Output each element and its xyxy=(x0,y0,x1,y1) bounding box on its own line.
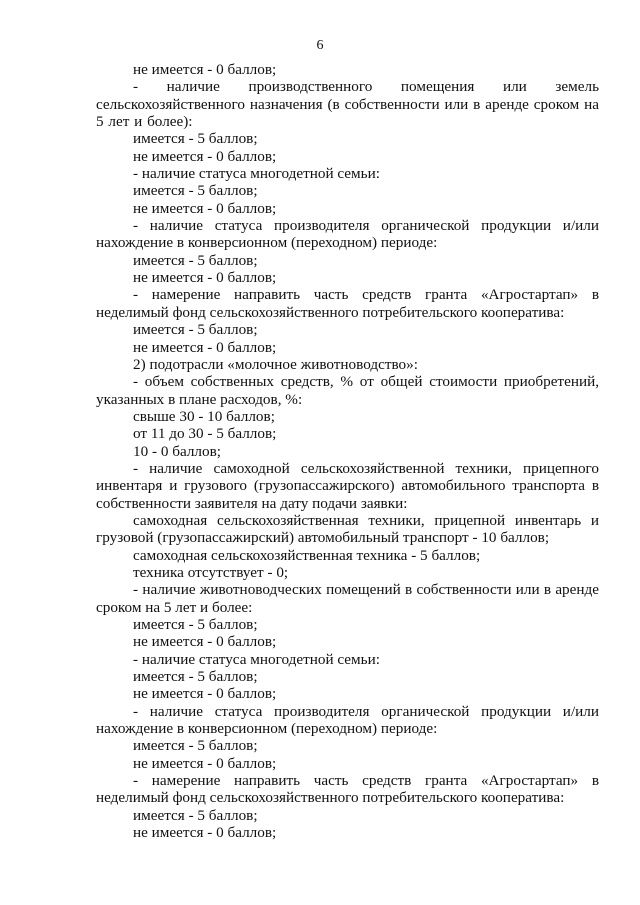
criterion-heading: - наличие статуса производителя органической продукции и/или нахождение в конверсионном (переходном) периоде: xyxy=(96,217,599,252)
criterion-score-line: не имеется - 0 баллов; xyxy=(133,824,277,842)
document-body xyxy=(96,61,599,841)
criterion-score-line: не имеется - 0 баллов; xyxy=(133,685,277,703)
criterion-heading: - намерение направить часть средств гранта «Агростартап» в неделимый фонд сельскохозяйственного потребительского кооператива: xyxy=(96,772,599,807)
criterion-score-line: 10 - 0 баллов; xyxy=(133,442,221,460)
criterion-score-line: не имеется - 0 баллов; xyxy=(133,61,277,78)
criterion-score-line: не имеется - 0 баллов; xyxy=(133,147,277,165)
criterion-score-line: не имеется - 0 баллов; xyxy=(133,754,277,772)
criterion-heading: - наличие статуса производителя органической продукции и/или нахождение в конверсионном (переходном) периоде: xyxy=(96,702,599,738)
criterion-score-line: имеется - 5 баллов; xyxy=(133,806,258,824)
criterion-score-line: имеется - 5 баллов; xyxy=(133,737,258,755)
criterion-heading: - объем собственных средств, % от общей стоимости приобретений, указанных в плане расходов, %: xyxy=(96,373,599,408)
criterion-score-line: от 11 до 30 - 5 баллов; xyxy=(133,425,277,443)
criterion-score-line: не имеется - 0 баллов; xyxy=(133,633,277,651)
criterion-score-line: свыше 30 - 10 баллов; xyxy=(133,407,275,425)
criterion-score-line: имеется - 5 баллов; xyxy=(133,668,258,686)
criterion-score-line: имеется - 5 баллов; xyxy=(133,182,258,200)
criterion-heading: - наличие статуса многодетной семьи: xyxy=(133,650,380,668)
subsection-heading: 2) подотрасли «молочное животноводство»: xyxy=(133,355,418,373)
criterion-heading: - наличие производственного помещения или земель сельскохозяйственного назначения (в собственности или в аренде сроком на 5 лет и более): xyxy=(96,78,599,131)
criterion-score-line: самоходная сельскохозяйственная техники, прицепной инвентарь и грузовой (грузопассажирский) автомобильный транспорт - 10 баллов; xyxy=(96,511,599,547)
criterion-heading: - намерение направить часть средств гранта «Агростартап» в неделимый фонд сельскохозяйственного потребительского кооператива: xyxy=(96,286,599,321)
criterion-score-line: не имеется - 0 баллов; xyxy=(133,199,277,217)
criterion-score-line: не имеется - 0 баллов; xyxy=(133,269,277,287)
criterion-heading: - наличие животноводческих помещений в собственности или в аренде сроком на 5 лет и более: xyxy=(96,581,599,616)
criterion-score-line: имеется - 5 баллов; xyxy=(133,251,258,269)
criterion-score-line: имеется - 5 баллов; xyxy=(133,616,258,633)
criterion-score-line: техника отсутствует - 0; xyxy=(133,563,289,581)
page-number: 6 xyxy=(316,38,324,53)
criterion-heading: - наличие самоходной сельскохозяйственной техники, прицепного инвентаря и грузового (грузопассажирского) автомобильного транспорта в собственности заявителя на дату подачи заявки: xyxy=(96,459,599,512)
criterion-score-line: самоходная сельскохозяйственная техника - 5 баллов; xyxy=(133,546,481,564)
criterion-score-line: не имеется - 0 баллов; xyxy=(133,338,277,356)
criterion-score-line: имеется - 5 баллов; xyxy=(133,321,258,339)
criterion-score-line: имеется - 5 баллов; xyxy=(133,130,258,148)
criterion-heading: - наличие статуса многодетной семьи: xyxy=(133,165,380,183)
